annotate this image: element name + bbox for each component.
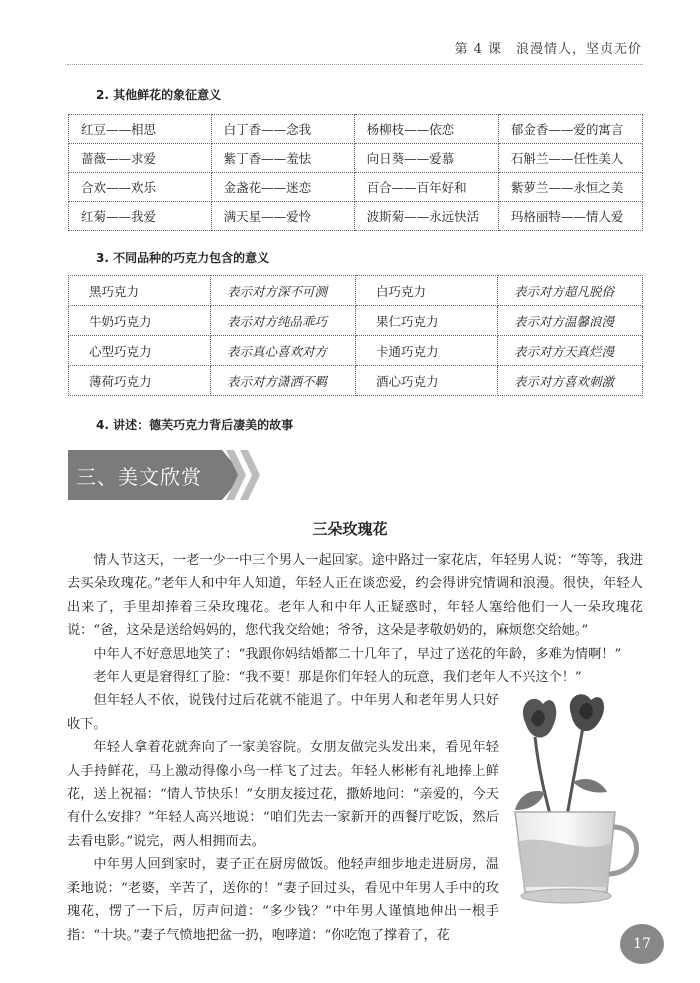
chocolate-meanings-table: [68, 275, 643, 396]
story-paragraph: 老年人更是窘得红了脸：“我不要！那是你们年轻人的玩意，我们老年人不兴这个！”: [93, 670, 582, 686]
table-cell: 表示对方超凡脱俗: [497, 276, 642, 306]
section-banner: [68, 450, 258, 500]
table-cell: 表示对方温馨浪漫: [497, 306, 642, 336]
table-cell: 百合——百年好和: [354, 173, 498, 202]
header-divider: [67, 64, 643, 65]
table-cell: 牛奶巧克力: [69, 306, 211, 336]
section-heading-dove-story: 4. 讲述：德芙巧克力背后凄美的故事: [96, 418, 294, 432]
table-cell: 红豆——相思: [69, 115, 212, 144]
table-cell: 向日葵——爱慕: [354, 144, 498, 173]
table-cell: 表示对方深不可测: [210, 276, 355, 306]
story-paragraph: 中年男人回到家时，妻子正在厨房做饭。他轻声细步地走进厨房，温柔地说：“老婆，辛苦了，送你的！”妻子回过头，看见中年男人手中的玫瑰花，愣了一下后，厉声问道：“多少钱？”中年男人谨慎地伸出一根手指：“十块。”妻子气愤地把盆一扔，咆哮道：“你吃饱了撑着了，花: [67, 857, 499, 943]
story-paragraph: 年轻人拿着花就奔向了一家美容院。女朋友做完头发出来，看见年轻人手持鲜花，马上激动得像小鸟一样飞了过去。年轻人彬彬有礼地捧上鲜花，送上祝福：“情人节快乐！”女朋友接过花，撒娇地问：“亲爱的，今天有什么安排？”年轻人高兴地说：“咱们先去一家新开的西餐厅吃饭，然后去看电影。”说完，两人相拥而去。: [67, 740, 499, 849]
table-cell: 酒心巧克力: [355, 366, 497, 396]
banner-title: 三、美文欣赏: [76, 465, 202, 489]
table-cell: 紫萝兰——永恒之美: [498, 173, 642, 202]
table-cell: 金盏花——迷恋: [211, 173, 354, 202]
flower-meanings-table: [68, 114, 643, 231]
table-cell: 合欢——欢乐: [69, 173, 212, 202]
table-cell: 波斯菊——永远快活: [354, 202, 498, 231]
table-row: [69, 144, 643, 173]
running-header: 第 4 课 浪漫情人，坚贞无价: [454, 42, 642, 57]
section-heading-chocolate-meanings: 3. 不同品种的巧克力包含的意义: [96, 251, 270, 265]
story-paragraph: 但年轻人不依，说钱付过后花就不能退了。中年男人和老年男人只好收下。: [67, 693, 499, 732]
table-cell: 果仁巧克力: [355, 306, 497, 336]
table-row: [69, 202, 643, 231]
roses-in-cup-illustration: [495, 692, 645, 907]
table-cell: 蔷薇——求爱: [69, 144, 212, 173]
table-cell: 表示对方喜欢刺激: [497, 366, 642, 396]
table-cell: 表示对方天真烂漫: [497, 336, 642, 366]
story-title: 三朵玫瑰花: [312, 520, 388, 538]
table-row: [69, 173, 643, 202]
table-cell: 玛格丽特——情人爱: [498, 202, 642, 231]
table-cell: 郁金香——爱的寓言: [498, 115, 642, 144]
table-cell: 卡通巧克力: [355, 336, 497, 366]
table-cell: 红菊——我爱: [69, 202, 212, 231]
table-row: [69, 115, 643, 144]
table-cell: 表示对方纯品乖巧: [210, 306, 355, 336]
table-cell: 黑巧克力: [69, 276, 211, 306]
table-cell: 杨柳枝——依恋: [354, 115, 498, 144]
table-row: [69, 306, 643, 336]
table-row: [69, 336, 643, 366]
table-cell: 满天星——爱怜: [211, 202, 354, 231]
table-cell: 心型巧克力: [69, 336, 211, 366]
page-number: 17: [620, 924, 664, 964]
table-cell: 白丁香——念我: [211, 115, 354, 144]
table-cell: 表示真心喜欢对方: [210, 336, 355, 366]
section-heading-flower-meanings: 2. 其他鲜花的象征意义: [96, 88, 222, 102]
table-row: [69, 276, 643, 306]
table-row: [69, 366, 643, 396]
story-paragraph: 中年人不好意思地笑了：“我跟你妈结婚都二十几年了，早过了送花的年龄，多难为情啊！”: [93, 646, 622, 662]
table-cell: 薄荷巧克力: [69, 366, 211, 396]
story-paragraph: 情人节这天，一老一少一中三个男人一起回家。途中路过一家花店，年轻男人说：“等等，我进去买朵玫瑰花。”老年人和中年人知道，年轻人正在谈恋爱，约会得讲究情调和浪漫。很快，年轻人出来了，手里却捧着三朵玫瑰花。老年人和中年人正疑惑时，年轻人塞给他们一人一朵玫瑰花说：“爸，这朵是送给妈妈的，您代我交给她；爷爷，这朵是孝敬奶奶的，麻烦您交给她。”: [67, 553, 643, 639]
table-cell: 紫丁香——羞怯: [211, 144, 354, 173]
table-cell: 石斛兰——任性美人: [498, 144, 642, 173]
table-cell: 表示对方潇洒不羁: [210, 366, 355, 396]
table-cell: 白巧克力: [355, 276, 497, 306]
